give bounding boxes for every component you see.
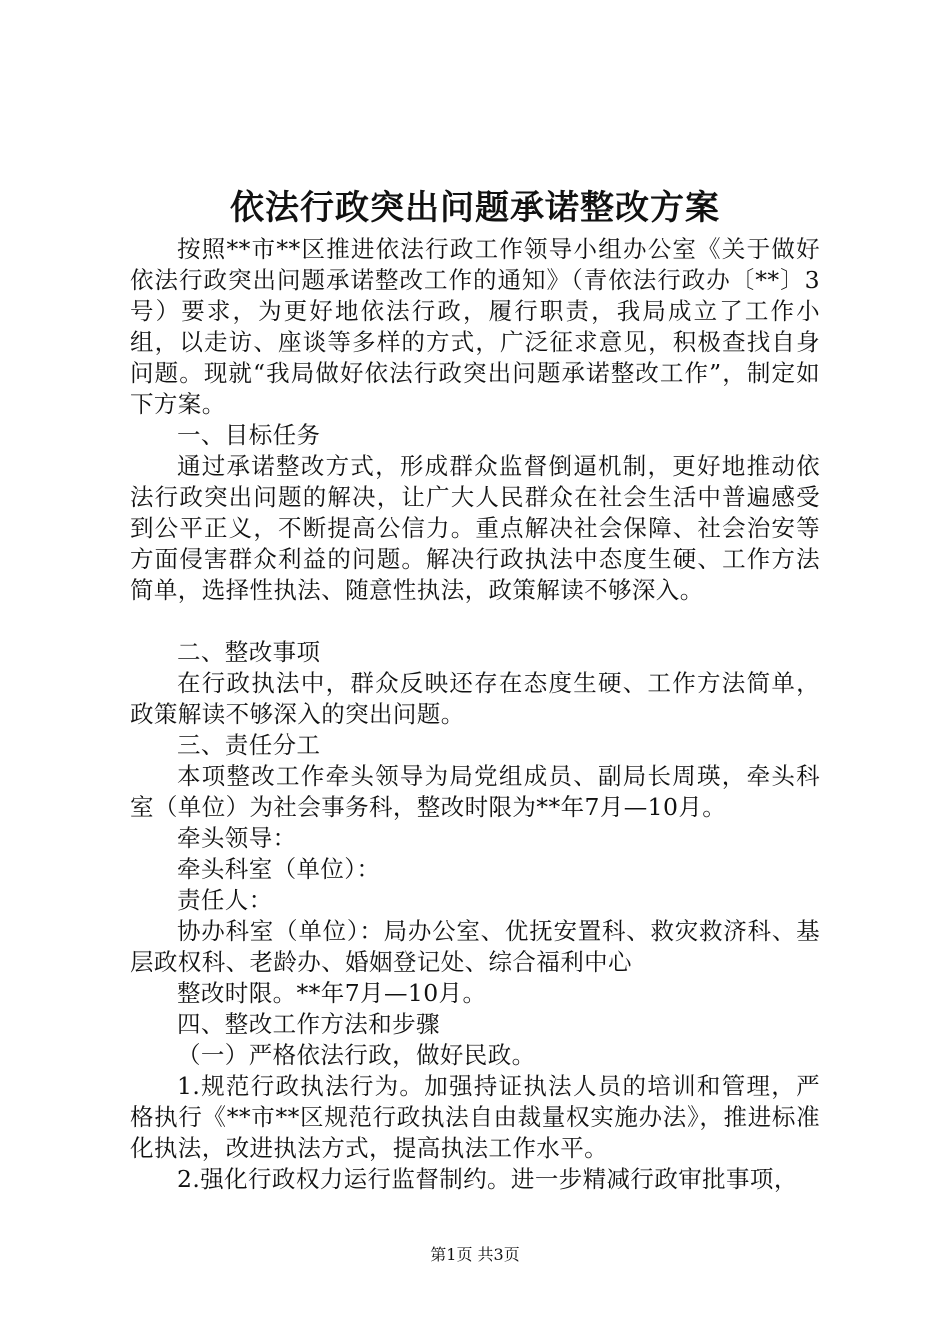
page-number-footer: 第1页 共3页	[430, 1245, 520, 1264]
subsection-heading-1: （一）严格依法行政，做好民政。	[177, 1041, 536, 1069]
responsible-person-line: 责任人：	[177, 886, 273, 914]
intro-paragraph: 按照**市**区推进依法行政工作领导小组办公室《关于做好依法行政突出问题承诺整改工作的通知》（青依法行政办〔**〕3号）要求，为更好地依法行政，履行职责，我局成立了工作小组，以走访、座谈等多样的方式，广泛征求意见，积极查找自身问题。现就“我局做好依法行政突出问题承诺整改工作”，制定如下方案。	[130, 235, 820, 418]
items-paragraph: 在行政执法中，群众反映还存在态度生硬、工作方法简单，政策解读不够深入的突出问题。	[130, 669, 820, 728]
section-heading-methods: 四、整改工作方法和步骤	[177, 1010, 440, 1038]
goals-paragraph: 通过承诺整改方式，形成群众监督倒逼机制，更好地推动依法行政突出问题的解决，让广大人民群众在社会生活中普遍感受到公平正义，不断提高公信力。重点解决社会保障、社会治安等方面侵害群众利益的问题。解决行政执法中态度生硬、工作方法简单，选择性执法、随意性执法，政策解读不够深入。	[130, 452, 820, 604]
document-body	[130, 234, 820, 1195]
blank-line	[130, 606, 820, 637]
section-heading-goals: 一、目标任务	[177, 421, 321, 449]
section-heading-items: 二、整改事项	[177, 638, 321, 666]
deadline-line: 整改时限。**年7月—10月。	[177, 979, 487, 1007]
assisting-departments-paragraph: 协办科室（单位）：局办公室、优抚安置科、救灾救济科、基层政权科、老龄办、婚姻登记处、综合福利中心	[130, 917, 820, 976]
lead-leader-line: 牵头领导：	[177, 824, 297, 852]
method-item-1: 1.规范行政执法行为。加强持证执法人员的培训和管理，严格执行《**市**区规范行政执法自由裁量权实施办法》，推进标准化执法，改进执法方式，提高执法工作水平。	[130, 1072, 820, 1162]
responsibility-paragraph: 本项整改工作牵头领导为局党组成员、副局长周瑛，牵头科室（单位）为社会事务科，整改时限为**年7月—10月。	[130, 762, 820, 821]
lead-department-line: 牵头科室（单位）：	[177, 855, 381, 883]
section-heading-responsibility: 三、责任分工	[177, 731, 321, 759]
method-item-2: 2.强化行政权力运行监督制约。进一步精减行政审批事项，	[177, 1165, 798, 1193]
document-title: 依法行政突出问题承诺整改方案	[230, 188, 720, 228]
